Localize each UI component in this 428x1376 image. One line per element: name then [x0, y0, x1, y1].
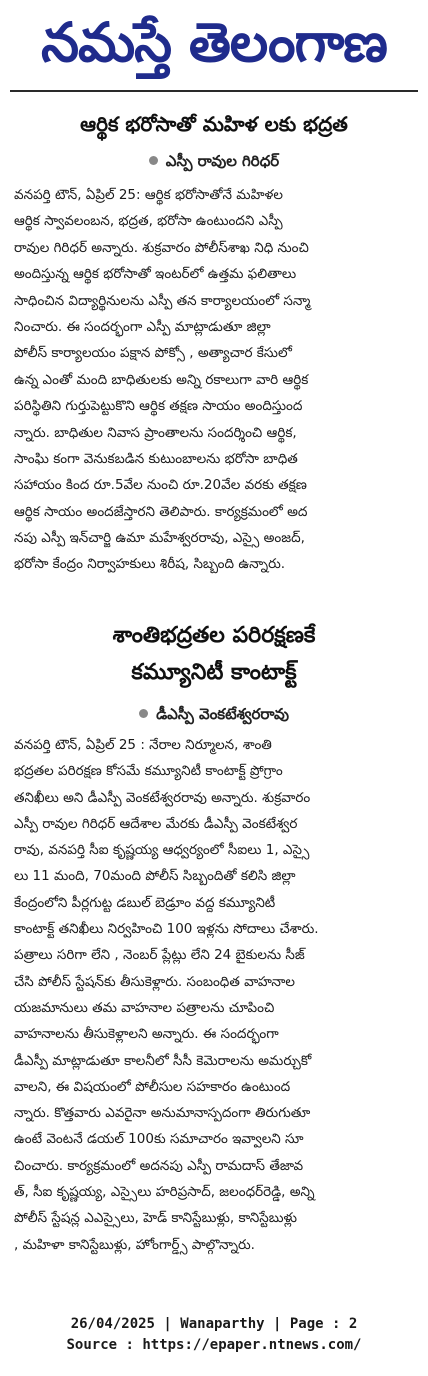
- article2-line: తనిఖీలు అని డీఎస్పీ వెంకటేశ్వరరావు అన్నారు. శుక్రవారం: [14, 789, 311, 806]
- article1-line: సాధించిన విద్యార్థినులను ఎస్పీ తన కార్యాలయంలో సన్మా: [14, 292, 311, 309]
- article2-byline-text: డీఎస్పీ వెంకటేశ్వరరావు: [156, 705, 289, 723]
- bullet-icon: [149, 156, 158, 165]
- bullet-icon: [139, 709, 148, 718]
- article2-line: ఉంటే వెంటనే డయల్ 100కు సమాచారం ఇవ్వాలని సూ: [14, 1131, 304, 1148]
- article2-byline: [0, 705, 428, 727]
- article1-line: పరిస్థితిని గుర్తుపెట్టుకొని ఆర్థిక తక్షణ సాయం అందిస్తుంద: [14, 398, 303, 415]
- article1-line: పోలీస్ కార్యాలయం పక్షాన పోక్సో , అత్యాచార కేసులో: [14, 345, 292, 362]
- article2-line: వాలని, ఈ విషయంలో పోలీసుల సహకారం ఉంటుంద: [14, 1078, 291, 1095]
- article2-line: లు 11 మంది, 70మంది పోలీస్ సిబ్బందితో కలిసి జిల్లా: [14, 868, 296, 885]
- article1-line: రావుల గిరిధర్ అన్నారు. శుక్రవారం పోలీస్‌శాఖ నిధి నుంచి: [14, 239, 309, 256]
- article2-line: భద్రతల పరిరక్షణ కోసమే కమ్యూనిటీ కాంటాక్ట్ ప్రోగ్రాం: [14, 763, 283, 780]
- article1-body: [14, 182, 418, 578]
- article2-line: చించారు. కార్యక్రమంలో అదనపు ఎస్పీ రామదాస్ తేజావ: [14, 1157, 304, 1174]
- article1-line: ఆర్థిక స్వావలంబన, భద్రత, భరోసా ఉంటుందని ఎస్పీ: [14, 213, 283, 230]
- article1-line: భరోసా కేంద్రం నిర్వాహకులు శిరీష, సిబ్బంది ఉన్నారు.: [14, 556, 286, 573]
- article2-line: చేసి పోలీస్ స్టేషన్‌కు తీసుకెళ్లారు. సంబంధిత వాహనాల: [14, 973, 295, 990]
- article2-line: వాహనాలను తీసుకెళ్లాలని అన్నారు. ఈ సందర్భంగా: [14, 1026, 279, 1043]
- article1-byline-text: ఎస్పీ రావుల గిరిధర్: [165, 152, 280, 170]
- article2-headline-line1: శాంతిభద్రతల పరిరక్షణకే: [112, 623, 316, 648]
- footer-dateline: 26/04/2025 | Wanaparthy | Page : 2: [70, 1316, 358, 1332]
- article1-line: సహాయం కింద రూ.5వేల నుంచి రూ.20వేల వరకు తక్షణ: [14, 477, 307, 494]
- article1-line: సాంఘి కంగా వెనుకబడిన కుటుంబాలను భరోసా బాధిత: [14, 450, 298, 467]
- article1-line: నించారు. ఈ సందర్భంగా ఎస్పీ మాట్లాడుతూ జిల్లా: [14, 318, 271, 335]
- article2-line: , మహిళా కానిస్టేబుళ్లు, హోంగార్డ్స్ పాల్గొన్నారు.: [14, 1236, 255, 1253]
- masthead-divider: [10, 90, 418, 92]
- article2-headline-line2: కమ్యూనిటీ కాంటాక్ట్: [131, 660, 297, 685]
- article1-byline: [0, 152, 428, 174]
- article2-body: [14, 732, 418, 1258]
- article2-line: పత్రాలు సరిగా లేని , నెంబర్ ప్లేట్లు లేని 24 బైకులను సీజ్: [14, 947, 305, 964]
- article2-line: రావు, వనపర్తి సీఐ కృష్ణయ్య ఆధ్వర్యంలో సీఐలు 1, ఎస్సై: [14, 842, 310, 859]
- article1-line: అందిస్తున్న ఆర్థిక భరోసాతో ఇంటర్‌లో ఉత్తమ ఫలితాలు: [14, 266, 297, 283]
- article2-line: పోలీస్ స్టేషన్ల ఎఎస్సైలు, హెడ్ కానిస్టేబుళ్లు, కానిస్టేబుళ్లు: [14, 1210, 297, 1227]
- article2-line: వనపర్తి టౌన్, ఏప్రిల్ 25 : నేరాల నిర్మూలన, శాంతి: [14, 737, 272, 753]
- article2-line: కేంద్రంలోని పీర్లగుట్ట డబుల్ బెడ్రూం వద్ద కమ్యూనిటీ: [14, 894, 276, 911]
- article2-line: త్, సీఐ కృష్ణయ్య, ఎస్సైలు హరిప్రసాద్, జలంధర్‌రెడ్డి, అన్ని: [14, 1184, 315, 1201]
- article2-line: కాంటాక్ట్ తనిఖీలు నిర్వహించి 100 ఇళ్లను సోదాలు చేశారు.: [14, 921, 319, 938]
- article2-line: ఎస్పీ రావుల గిరిధర్ ఆదేశాల మేరకు డీఎస్పీ వెంకటేశ్వర: [14, 815, 298, 832]
- article1-headline: ఆర్థిక భరోసాతో మహిళ లకు భద్రత: [80, 112, 348, 136]
- article1-line: న్నారు. బాధితుల నివాస ప్రాంతాలను సందర్శించి ఆర్థిక,: [14, 424, 297, 441]
- article1-line: ఉన్న ఎంతో మంది బాధితులకు అన్ని రకాలుగా వారి ఆర్థిక: [14, 371, 309, 388]
- article2-line: న్నారు. కొత్తవారు ఎవరైనా అనుమానాస్పదంగా తిరుగుతూ: [14, 1105, 311, 1122]
- footer-source: Source : https://epaper.ntnews.com/: [66, 1337, 362, 1353]
- article2-line: యజమానులు తమ వాహనాల పత్రాలను చూపించి: [14, 999, 275, 1016]
- article1-line: నపు ఎస్పీ ఇన్‌చార్జి ఉమా మహేశ్వరరావు, ఎస్సై అంజద్,: [14, 530, 305, 547]
- article2-line: డీఎస్పీ మాట్లాడుతూ కాలనీలో సీసీ కెమెరాలను అమర్చుకో: [14, 1052, 312, 1069]
- article1-line: ఆర్థిక సాయం అందజేస్తారని తెలిపారు. కార్యక్రమంలో అద: [14, 503, 308, 520]
- article1-line: వనపర్తి టౌన్, ఏప్రిల్ 25: ఆర్థిక భరోసాతోనే మహిళల: [14, 187, 283, 203]
- newspaper-masthead: [0, 0, 428, 86]
- masthead-title: నమస్తే తెలంగాణ: [41, 11, 387, 74]
